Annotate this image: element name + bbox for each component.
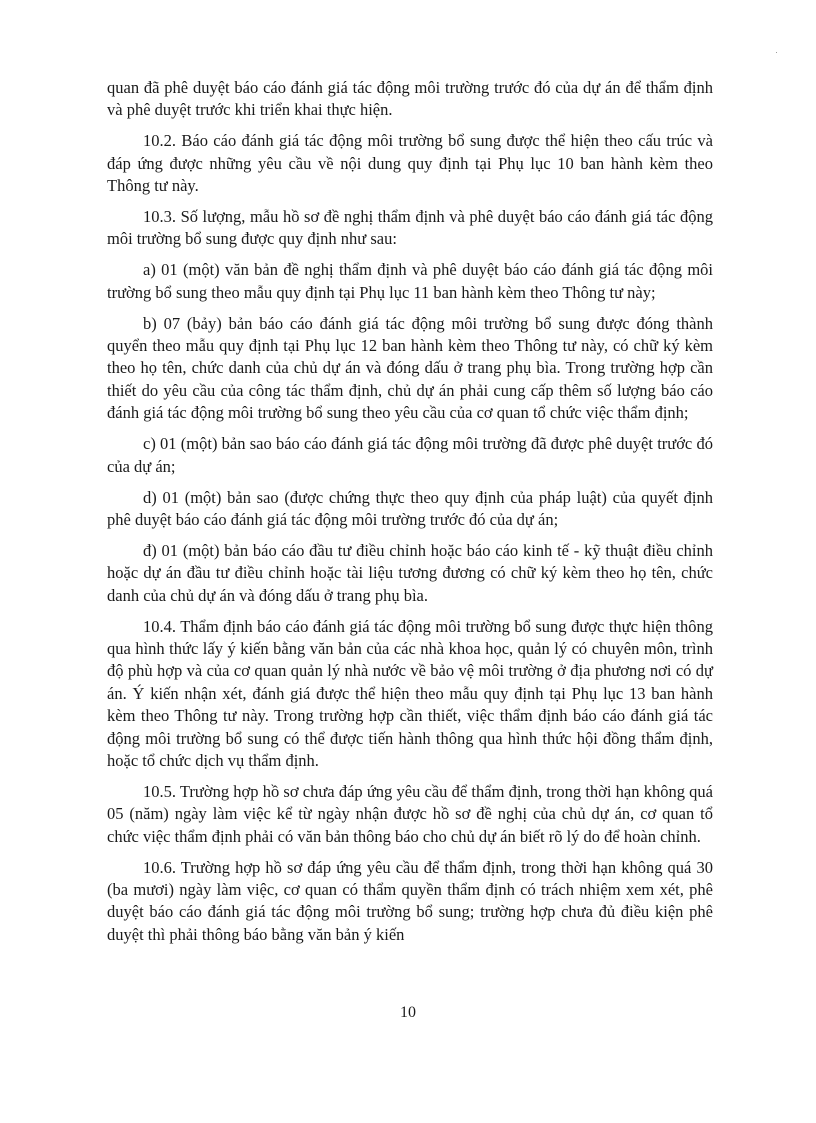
page-number: 10 [400, 1004, 416, 1021]
paragraph-item-dd: đ) 01 (một) bản báo cáo đầu tư điều chỉnh hoặc báo cáo kinh tế - kỹ thuật điều chỉnh hoặc dự án đầu tư điều chỉnh hoặc tài liệu tương đương có chữ ký kèm theo họ tên, chức danh của chủ dự án và đóng dấu ở trang phụ bìa. [107, 540, 713, 605]
paragraph-item-c: c) 01 (một) bản sao báo cáo đánh giá tác động môi trường đã được phê duyệt trước đó của dự án; [107, 434, 713, 476]
paragraph-item-a: a) 01 (một) văn bản đề nghị thẩm định và phê duyệt báo cáo đánh giá tác động môi trường bổ sung theo mẫu quy định tại Phụ lục 11 ban hành kèm theo Thông tư này; [107, 260, 713, 302]
paragraph-item-d: d) 01 (một) bản sao (được chứng thực theo quy định của pháp luật) của quyết định phê duyệt báo cáo đánh giá tác động môi trường trước đó của dự án; [107, 487, 713, 529]
paragraph-10-5: 10.5. Trường hợp hồ sơ chưa đáp ứng yêu cầu để thẩm định, trong thời hạn không quá 05 (năm) ngày làm việc kể từ ngày nhận được hồ sơ đề nghị của chủ dự án, cơ quan tổ chức việc thẩm định phải có văn bản thông báo cho chủ dự án biết rõ lý do để hoàn chỉnh. [107, 781, 713, 846]
paragraph-10-4: 10.4. Thẩm định báo cáo đánh giá tác động môi trường bổ sung được thực hiện thông qua hình thức lấy ý kiến bằng văn bản của các nhà khoa học, quản lý có chuyên môn, trình độ phù hợp và của cơ quan quản lý nhà nước về bảo vệ môi trường ở địa phương nơi có dự án. Ý kiến nhận xét, đánh giá được thể hiện theo mẫu quy định tại Phụ lục 13 ban hành kèm theo Thông tư này. Trong trường hợp cần thiết, việc thẩm định báo cáo đánh giá tác động môi trường bổ sung có thể được tiến hành thông qua hình thức hội đồng thẩm định, hoặc tổ chức dịch vụ thẩm định. [107, 616, 713, 770]
paragraph-10-2: 10.2. Báo cáo đánh giá tác động môi trường bổ sung được thể hiện theo cấu trúc và đáp ứng được những yêu cầu về nội dung quy định tại Phụ lục 10 ban hành kèm theo Thông tư này. [107, 131, 713, 196]
paragraph-continuation: quan đã phê duyệt báo cáo đánh giá tác động môi trường trước đó của dự án để thẩm định và phê duyệt trước khi triển khai thực hiện. [107, 78, 713, 120]
body-text [107, 77, 713, 955]
scan-speck [776, 52, 777, 53]
paragraph-item-b: b) 07 (bảy) bản báo cáo đánh giá tác động môi trường bổ sung được đóng thành quyển theo mẫu quy định tại Phụ lục 12 ban hành kèm theo Thông tư này, có chữ ký kèm theo họ tên, chức danh của chủ dự án và đóng dấu ở trang phụ bìa. Trong trường hợp cần thiết do yêu cầu của công tác thẩm định, chủ dự án phải cung cấp thêm số lượng báo cáo đánh giá tác động môi trường bổ sung theo yêu cầu của cơ quan tổ chức việc thẩm định; [107, 313, 713, 423]
paragraph-10-3: 10.3. Số lượng, mẫu hồ sơ đề nghị thẩm định và phê duyệt báo cáo đánh giá tác động môi trường bổ sung được quy định như sau: [107, 207, 713, 249]
paragraph-10-6: 10.6. Trường hợp hồ sơ đáp ứng yêu cầu để thẩm định, trong thời hạn không quá 30 (ba mươi) ngày làm việc, cơ quan có thẩm quyền thẩm định có trách nhiệm xem xét, phê duyệt báo cáo đánh giá tác động môi trường bổ sung; trường hợp chưa đủ điều kiện phê duyệt thì phải thông báo bằng văn bản ý kiến [107, 857, 713, 944]
